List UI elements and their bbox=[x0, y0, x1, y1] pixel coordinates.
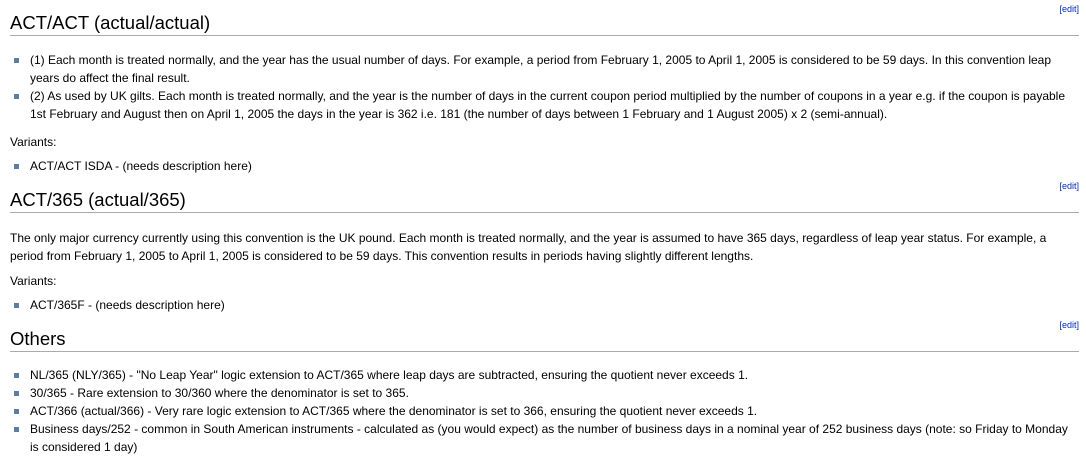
act-365-variants-list bbox=[13, 296, 1079, 314]
bullet-icon bbox=[14, 94, 19, 99]
list-item-text: NL/365 (NLY/365) - "No Leap Year" logic extension to ACT/365 where leap days are subtracted, ensuring the quotient never exceeds 1. bbox=[30, 368, 749, 382]
list-item bbox=[13, 384, 1079, 402]
section-heading-act-act: ACT/ACT (actual/actual) bbox=[10, 12, 1079, 36]
list-item-text: (2) As used by UK gilts. Each month is treated normally, and the year is the number of days in the current coupon period multiplied by the number of coupons in a year e.g. if the coupon is payable 1st February and August then on April 1, 2005 the days in the year is 362 i.e. 181 (the number of days between 1 February and 1 August 2005) x 2 (semi-annual). bbox=[30, 89, 1066, 121]
list-item bbox=[13, 157, 1079, 175]
act-act-list bbox=[13, 51, 1079, 123]
edit-link-act-act[interactable]: [edit] bbox=[1059, 4, 1079, 14]
act-365-paragraph: The only major currency currently using this convention is the UK pound. Each month is treated normally, and the year is assumed to have 365 days, regardless of leap year status. For example, a period from February 1, 2005 to April 1, 2005 is considered to be 59 days. This convention results in periods having slightly different lengths. bbox=[10, 231, 1047, 263]
bullet-icon bbox=[14, 58, 19, 63]
bullet-icon bbox=[14, 164, 19, 169]
act-act-variants-list bbox=[13, 157, 1079, 175]
list-item bbox=[13, 51, 1079, 87]
edit-link-act-365[interactable]: [edit] bbox=[1059, 181, 1079, 191]
others-list bbox=[13, 366, 1079, 456]
list-item-text: ACT/365F - (needs description here) bbox=[30, 298, 225, 312]
bullet-icon bbox=[14, 409, 19, 414]
list-item-text: Business days/252 - common in South American instruments - calculated as (you would expect) as the number of business days in a nominal year of 252 business days (note: so Friday to Monday is considered 1 day) bbox=[30, 422, 1068, 454]
variants-label: Variants: bbox=[10, 274, 57, 288]
list-item bbox=[13, 402, 1079, 420]
section-heading-act-365: ACT/365 (actual/365) bbox=[10, 189, 1079, 213]
section-heading-others: Others bbox=[10, 328, 1079, 352]
list-item bbox=[13, 366, 1079, 384]
bullet-icon bbox=[14, 373, 19, 378]
list-item bbox=[13, 420, 1079, 456]
bullet-icon bbox=[14, 303, 19, 308]
list-item-text: ACT/ACT ISDA - (needs description here) bbox=[30, 159, 252, 173]
list-item bbox=[13, 87, 1079, 123]
bullet-icon bbox=[14, 427, 19, 432]
list-item-text: 30/365 - Rare extension to 30/360 where the denominator is set to 365. bbox=[30, 386, 409, 400]
list-item-text: (1) Each month is treated normally, and the year has the usual number of days. For example, a period from February 1, 2005 to April 1, 2005 is considered to be 59 days. In this convention leap years do affect the final result. bbox=[30, 53, 1052, 85]
variants-label: Variants: bbox=[10, 135, 57, 149]
edit-link-others[interactable]: [edit] bbox=[1059, 320, 1079, 330]
list-item-text: ACT/366 (actual/366) - Very rare logic extension to ACT/365 where the denominator is set to 366, ensuring the quotient never exceeds 1. bbox=[30, 404, 758, 418]
bullet-icon bbox=[14, 391, 19, 396]
list-item bbox=[13, 296, 1079, 314]
